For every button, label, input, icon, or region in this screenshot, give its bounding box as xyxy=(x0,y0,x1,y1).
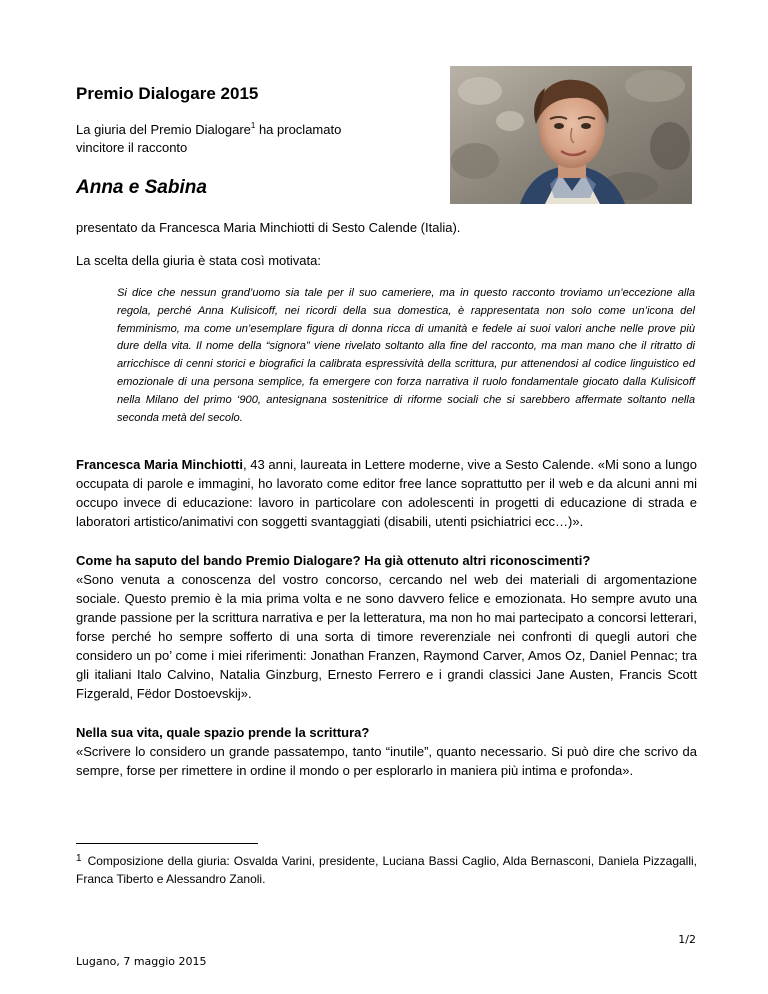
author-bio xyxy=(76,455,697,531)
footnote-number: 1 xyxy=(76,853,82,864)
intro-text xyxy=(76,121,406,157)
author-bio-text: , 43 anni, laureata in Lettere moderne, vive a Sesto Calende. «Mi sono a lungo occupata di parole e immagini, ho lavorato come editor free lance soprattutto per il web e da alcuni anni mi occupo invece di educazione: lavoro in particolare con adolescenti in progetti di educazione di strada e laboratori artistico/animativi con soggetti svantaggiati (disabili, utenti psichiatrici ecc…)». xyxy=(76,457,697,529)
question: Nella sua vita, quale spazio prende la scrittura? xyxy=(76,725,370,740)
footnote xyxy=(76,850,697,888)
answer: «Sono venuta a conoscenza del vostro concorso, cercando nel web dei materiali di argomentazione sociale. Questo premio è la mia prima volta e ne sono davvero felice e emozionata. Ho sempre avuto una grande passione per la scrittura narrativa e per la letteratura, ma non ho mai partecipato a concorsi letterari, forse perché ho sempre sofferto di una sorta di timore reverenziale nei confronti di quegli autori che considero un po’ come i miei riferimenti: Jonathan Franzen, Raymond Carver, Amos Oz, Daniel Pennac; tra gli italiani Italo Calvino, Natalia Ginzburg, Ernesto Ferrero e i grandi classici Jane Austen, Francis Scott Fizgerald, Fëdor Dostoevskij». xyxy=(76,572,697,701)
answer: «Scrivere lo considero un grande passatempo, tanto “inutile”, quanto necessario. Si può dire che scrivo da sempre, forse per rimettere in ordine il mondo o per esplorarlo in maniera più intima e profonda». xyxy=(76,744,697,778)
footnote-text: Composizione della giuria: Osvalda Varini, presidente, Luciana Bassi Caglio, Alda Bernasconi, Daniela Pizzagalli, Franca Tiberto e Alessandro Zanoli. xyxy=(76,854,697,886)
page-title: Premio Dialogare 2015 xyxy=(76,84,259,103)
presented-by: presentato da Francesca Maria Minchiotti di Sesto Calende (Italia). xyxy=(76,220,461,235)
page-number: 1/2 xyxy=(678,933,696,946)
qa-item xyxy=(76,723,697,780)
motivation-intro: La scelta della giuria è stata così motivata: xyxy=(76,253,321,268)
author-name: Francesca Maria Minchiotti xyxy=(76,457,244,472)
intro-line-1: La giuria del Premio Dialogare xyxy=(76,122,251,137)
author-photo xyxy=(450,66,692,204)
footnote-reference[interactable]: 1 xyxy=(250,121,256,130)
intro-line-2: vincitore il racconto xyxy=(76,140,188,155)
jury-motivation: Si dice che nessun grand’uomo sia tale per il suo cameriere, ma in questo racconto troviamo un’eccezione alla regola, perché Anna Kulisicoff, nei ricordi della sua domestica, è rappresentata non solo come un’icona del femminismo, ma come un’esemplare figura di donna ricca di umanità e fedele ai suoi valori anche nelle prove più dure della vita. Il nome della “signora” viene rivelato soltanto alla fine del racconto, ma man mano che il ritratto di arricchisce di cenni storici e biografici la calibrata espressività della scrittura, pur attenendosi al codice linguistico ed emozionale di una persona semplice, fa emergere con forza narrativa il ruolo fondamentale giocato dalla Kulisicoff nella Milano del primo ‘900, antesignana sostenitrice di riforme sociali che si sarebbero affermate soltanto nella seconda metà del secolo. xyxy=(117,287,695,424)
question: Come ha saputo del bando Premio Dialogare? Ha già ottenuto altri riconoscimenti? xyxy=(76,553,591,568)
qa-item xyxy=(76,551,697,703)
footer-date: Lugano, 7 maggio 2015 xyxy=(76,955,207,968)
footnote-divider xyxy=(76,843,258,844)
story-title: Anna e Sabina xyxy=(76,177,207,198)
intro-line-1-end: ha proclamato xyxy=(255,122,342,137)
